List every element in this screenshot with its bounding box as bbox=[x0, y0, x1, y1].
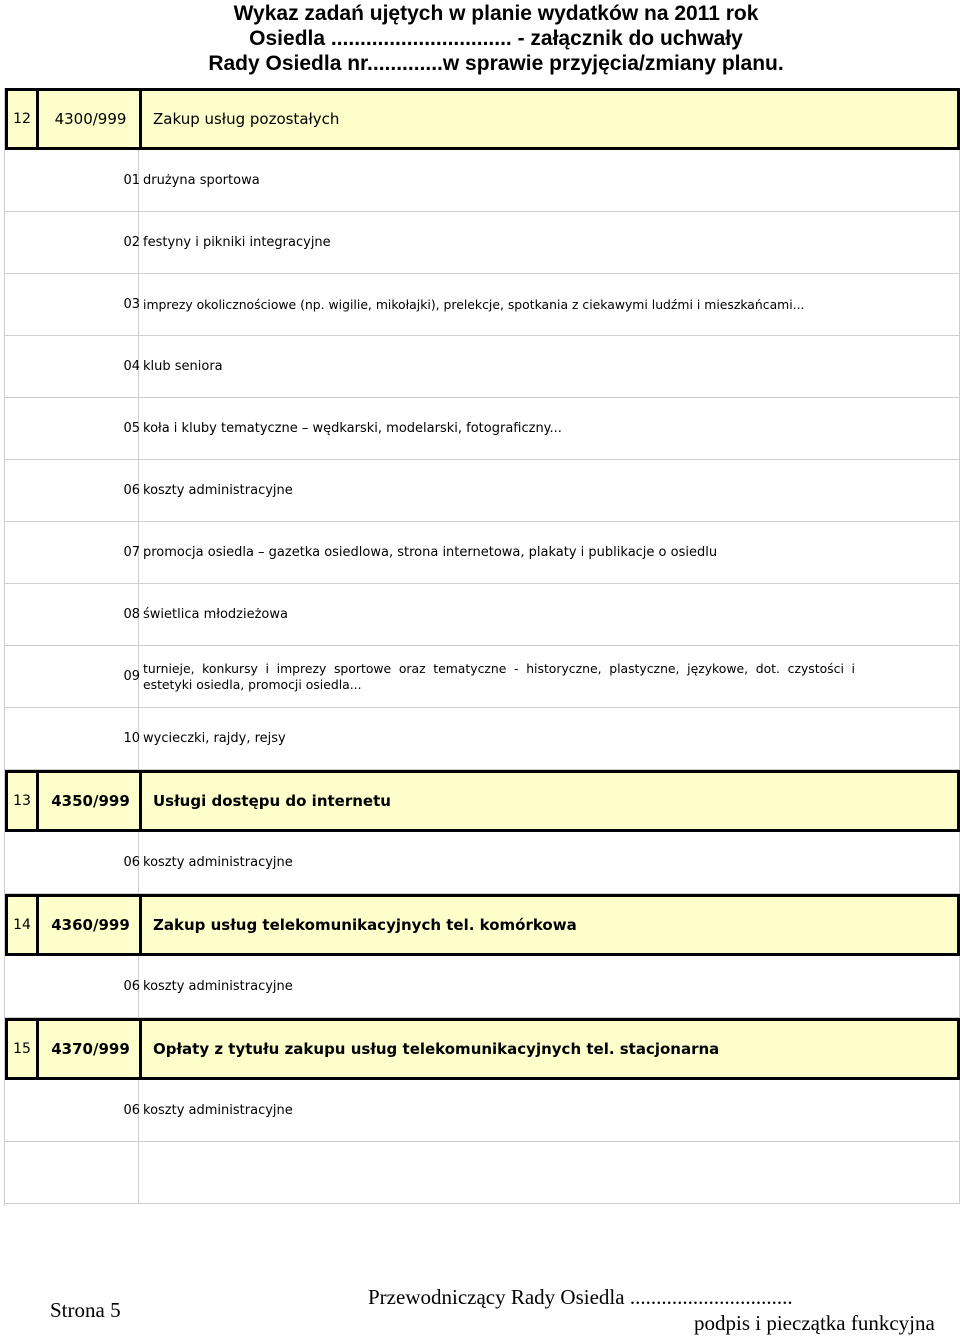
category-code: 4360/999 bbox=[51, 916, 130, 934]
table-row-category bbox=[5, 88, 960, 150]
task-description: koła i kluby tematyczne – wędkarski, modelarski, fotograficzny... bbox=[143, 420, 562, 436]
table-row-task bbox=[5, 584, 960, 646]
table-row-task bbox=[5, 460, 960, 522]
document-title-line-2: Osiedla ............................... - załącznik do uchwały bbox=[249, 27, 743, 50]
table-row-task bbox=[5, 708, 960, 770]
task-number: 04 bbox=[123, 359, 140, 374]
table-row-task bbox=[5, 150, 960, 212]
table-row-category bbox=[5, 770, 960, 832]
category-name: Zakup usług telekomunikacyjnych tel. komórkowa bbox=[153, 916, 577, 934]
category-name: Opłaty z tytułu zakupu usług telekomunikacyjnych tel. stacjonarna bbox=[153, 1040, 720, 1058]
task-description: turnieje, konkursy i imprezy sportowe oraz tematyczne - historyczne, plastyczne, językowe, dot. czystości i estetyki osiedla, promocji osiedla... bbox=[143, 660, 855, 692]
task-description bbox=[143, 1142, 855, 1203]
table-row-task bbox=[5, 956, 960, 1018]
table-row-category bbox=[5, 1018, 960, 1080]
document-title-line-1: Wykaz zadań ujętych w planie wydatków na 2011 rok bbox=[233, 2, 759, 25]
task-number bbox=[100, 1142, 140, 1203]
task-number: 01 bbox=[123, 173, 140, 188]
task-description: wycieczki, rajdy, rejsy bbox=[143, 730, 286, 746]
task-number: 06 bbox=[123, 483, 140, 498]
task-number: 09 bbox=[123, 669, 140, 684]
task-number: 08 bbox=[123, 607, 140, 622]
task-description: drużyna sportowa bbox=[143, 172, 260, 188]
task-description: koszty administracyjne bbox=[143, 482, 293, 498]
table-row-task bbox=[5, 398, 960, 460]
category-code: 4300/999 bbox=[54, 110, 127, 128]
task-description: koszty administracyjne bbox=[143, 1102, 293, 1118]
category-code: 4370/999 bbox=[51, 1040, 130, 1058]
task-number: 10 bbox=[123, 731, 140, 746]
expense-table bbox=[4, 88, 960, 1206]
task-number: 05 bbox=[123, 421, 140, 436]
task-number: 02 bbox=[123, 235, 140, 250]
table-row-task bbox=[5, 1080, 960, 1142]
task-number: 03 bbox=[123, 297, 140, 312]
table-row-empty bbox=[5, 1142, 960, 1204]
table-row-category bbox=[5, 894, 960, 956]
task-number: 06 bbox=[123, 1103, 140, 1118]
signature-block bbox=[368, 1284, 935, 1335]
category-number: 14 bbox=[13, 917, 31, 933]
task-description: festyny i pikniki integracyjne bbox=[143, 234, 331, 250]
table-row-task bbox=[5, 646, 960, 708]
category-number: 12 bbox=[13, 111, 31, 127]
chairman-signature-line: Przewodniczący Rady Osiedla ............................... bbox=[368, 1285, 793, 1309]
task-description: koszty administracyjne bbox=[143, 978, 293, 994]
table-row-task bbox=[5, 212, 960, 274]
category-number: 13 bbox=[13, 793, 31, 809]
task-description: klub seniora bbox=[143, 358, 223, 374]
category-name: Usługi dostępu do internetu bbox=[153, 792, 391, 810]
signature-caption: podpis i pieczątka funkcyjna bbox=[694, 1311, 935, 1335]
task-description: koszty administracyjne bbox=[143, 854, 293, 870]
task-description: imprezy okolicznościowe (np. wigilie, mikołajki), prelekcje, spotkania z ciekawymi ludźmi i mieszkańcami... bbox=[143, 296, 805, 312]
table-row-task bbox=[5, 522, 960, 584]
table-row-task bbox=[5, 336, 960, 398]
table-row-task bbox=[5, 832, 960, 894]
document-title-line-3: Rady Osiedla nr.............w sprawie przyjęcia/zmiany planu. bbox=[208, 52, 784, 75]
category-code: 4350/999 bbox=[51, 792, 130, 810]
page-number: Strona 5 bbox=[50, 1298, 121, 1322]
task-description: promocja osiedla – gazetka osiedlowa, strona internetowa, plakaty i publikacje o osiedlu bbox=[143, 544, 718, 560]
task-description: świetlica młodzieżowa bbox=[143, 606, 288, 622]
task-number: 06 bbox=[123, 855, 140, 870]
category-name: Zakup usług pozostałych bbox=[153, 110, 340, 128]
table-row-task bbox=[5, 274, 960, 336]
task-number: 06 bbox=[123, 979, 140, 994]
category-number: 15 bbox=[13, 1041, 31, 1057]
task-number: 07 bbox=[123, 545, 140, 560]
